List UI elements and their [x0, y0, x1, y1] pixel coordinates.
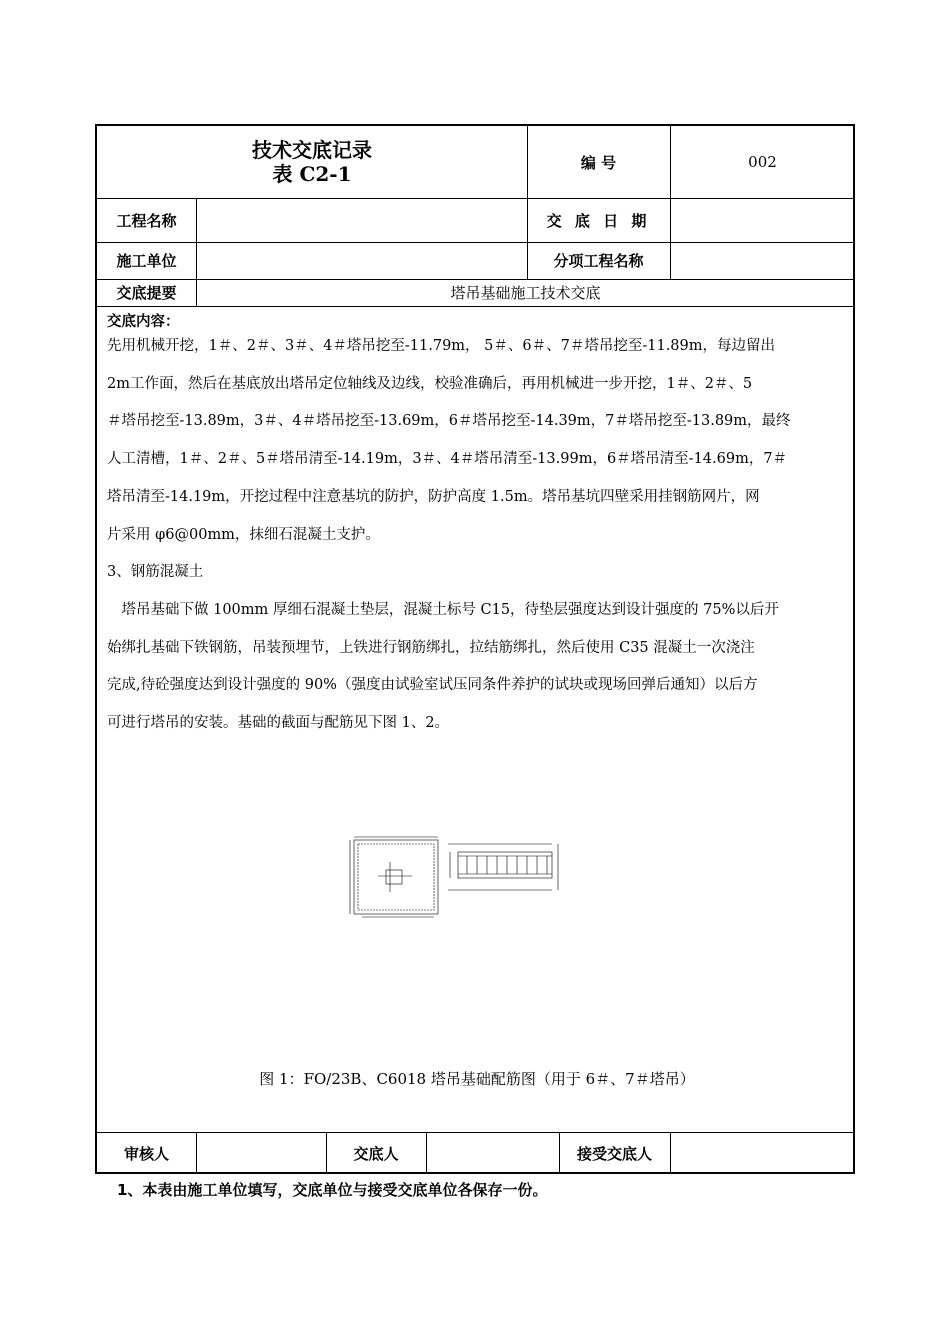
- reviewer-label: 审核人: [123, 1144, 169, 1163]
- sub-project-field[interactable]: [670, 242, 855, 279]
- content-line: ＃塔吊挖至-13.89m，3＃、4＃塔吊挖至-13.69m，6＃塔吊挖至-14.39m，7＃塔吊挖至-13.89m，最终: [107, 413, 791, 430]
- figure-caption: 图 1：FO/23B、C6018 塔吊基础配筋图（用于 6＃、7＃塔吊）: [259, 1070, 695, 1088]
- summary-label: 交底提要: [116, 284, 177, 302]
- content-line: 完成,待砼强度达到设计强度的 90%（强度由试验室试压同条件养护的试块或现场回弹后通知）以后方: [107, 677, 758, 694]
- foundation-rebar-drawing: [342, 832, 572, 922]
- content-line: 片采用 φ6@00mm，抹细石混凝土支护。: [107, 526, 380, 543]
- number-label: 编 号: [580, 153, 617, 172]
- content-line: 塔吊清至-14.19m，开挖过程中注意基坑的防护，防护高度 1.5m。塔吊基坑四壁采用挂钢筋网片，网: [107, 488, 760, 505]
- receiver-field[interactable]: [670, 1132, 855, 1174]
- sub-project-label: 分项工程名称: [553, 252, 644, 270]
- title-line-1: 技术交底记录: [252, 138, 372, 162]
- discloser-field[interactable]: [426, 1132, 559, 1174]
- form-title: [97, 126, 527, 198]
- content-line: 3、钢筋混凝土: [107, 564, 204, 581]
- disclosure-form: [95, 124, 855, 1174]
- content-label: 交底内容：: [107, 314, 180, 330]
- construction-unit-field[interactable]: [196, 242, 527, 279]
- content-line: 塔吊基础下做 100mm 厚细石混凝土垫层，混凝土标号 C15，待垫层强度达到设计强度的 75%以后开: [107, 601, 779, 618]
- title-line-2: 表 C2-1: [272, 162, 352, 186]
- reviewer-field[interactable]: [196, 1132, 326, 1174]
- content-line: 可进行塔吊的安装。基础的截面与配筋见下图 1、2。: [107, 715, 450, 732]
- disclosure-content: [107, 312, 849, 743]
- project-name-label: 工程名称: [116, 211, 177, 230]
- number-value[interactable]: 002: [748, 153, 777, 171]
- content-line: 始绑扎基础下铁钢筋，吊装预埋节，上铁进行钢筋绑扎，拉结筋绑扎，然后使用 C35 混凝土一次浇注: [107, 639, 755, 656]
- content-line: 人工清槽，1＃、2＃、5＃塔吊清至-14.19m，3＃、4＃塔吊清至-13.99m，6＃塔吊清至-14.69m，7＃: [107, 451, 788, 468]
- receiver-label: 接受交底人: [576, 1144, 652, 1163]
- row-divider: [97, 306, 853, 307]
- content-line: 2m工作面，然后在基底放出塔吊定位轴线及边线，校验准确后，再用机械进一步开挖，1＃、2＃、5: [107, 375, 753, 392]
- project-name-field[interactable]: [196, 198, 527, 242]
- date-label: 交 底 日 期: [546, 211, 651, 230]
- summary-field[interactable]: 塔吊基础施工技术交底: [450, 284, 601, 302]
- construction-unit-label: 施工单位: [116, 252, 177, 270]
- date-field[interactable]: [670, 198, 855, 242]
- footnote: 1、本表由施工单位填写，交底单位与接受交底单位各保存一份。: [117, 1181, 548, 1199]
- discloser-label: 交底人: [353, 1144, 399, 1163]
- content-line: 先用机械开挖，1＃、2＃、3＃、4＃塔吊挖至-11.79m， 5＃、6＃、7＃塔吊挖至-11.89m，每边留出: [107, 338, 776, 354]
